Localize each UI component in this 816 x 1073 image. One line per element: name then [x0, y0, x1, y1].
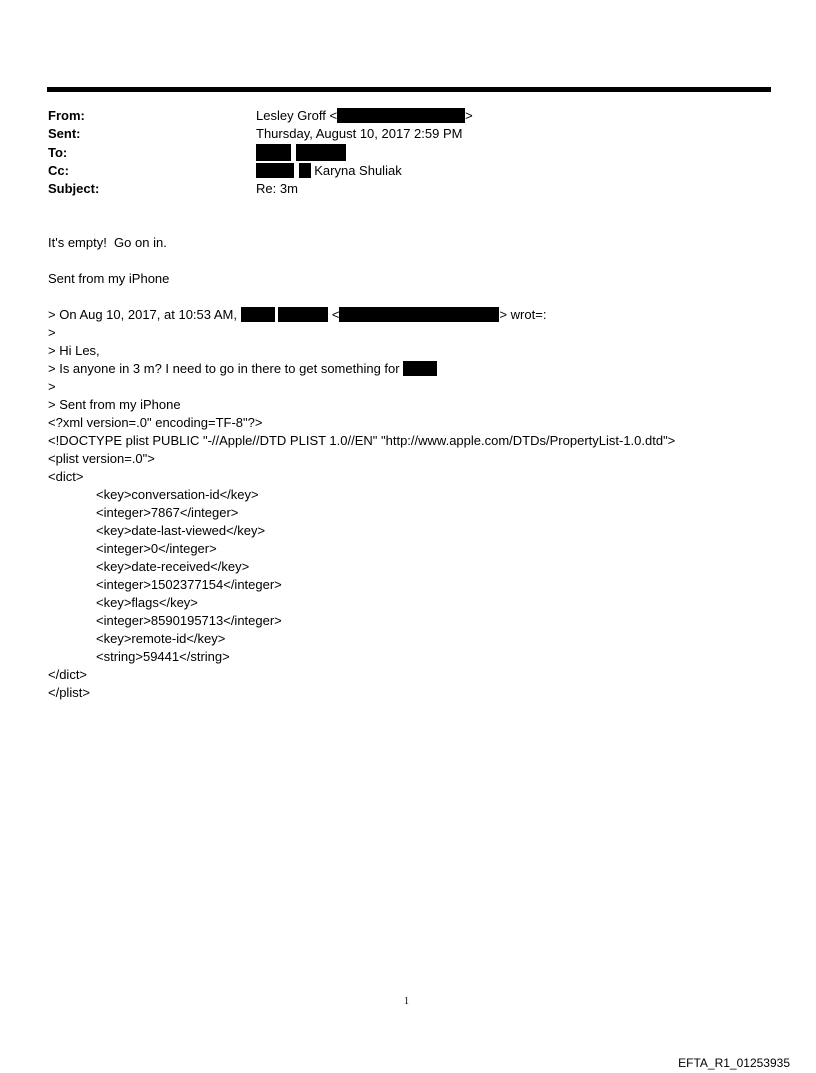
to-value	[256, 144, 346, 163]
cc-label: Cc:	[48, 163, 69, 178]
quote-on-lt: <	[328, 307, 340, 322]
cc-name: Karyna Shuliak	[314, 163, 402, 178]
cc-value	[256, 162, 402, 180]
from-close: >	[465, 108, 473, 123]
redaction-box	[278, 307, 328, 322]
redaction-box	[337, 108, 465, 123]
redaction-box	[256, 144, 291, 161]
subject-label: Subject:	[48, 181, 100, 196]
plist-close: </plist>	[48, 685, 90, 700]
plist-xml-decl: <?xml version=.0" encoding=TF-8"?>	[48, 415, 263, 430]
quote-line	[48, 360, 437, 378]
plist-entry: <integer>7867</integer>	[96, 505, 239, 520]
from-value	[256, 107, 473, 125]
redaction-box	[299, 163, 311, 178]
plist-entry: <integer>8590195713</integer>	[96, 613, 282, 628]
quote-line: >	[48, 325, 56, 340]
sent-label: Sent:	[48, 126, 81, 141]
from-label: From:	[48, 108, 85, 123]
dict-open: <dict>	[48, 469, 84, 484]
redaction-box	[403, 361, 437, 376]
plist-entry: <string>59441</string>	[96, 649, 230, 664]
subject-value: Re: 3m	[256, 181, 298, 196]
sent-value: Thursday, August 10, 2017 2:59 PM	[256, 126, 463, 141]
plist-entry: <integer>0</integer>	[96, 541, 217, 556]
plist-entry: <key>date-last-viewed</key>	[96, 523, 266, 538]
reply-text: It's empty! Go on in.	[48, 235, 167, 250]
quote-line: >	[48, 379, 56, 394]
plist-open: <plist version=.0">	[48, 451, 155, 466]
quote-line: > Sent from my iPhone	[48, 397, 181, 412]
to-label: To:	[48, 145, 68, 160]
signature-text: Sent from my iPhone	[48, 271, 170, 286]
from-name: Lesley Groff <	[256, 108, 338, 123]
plist-entry: <key>flags</key>	[96, 595, 198, 610]
header-rule	[47, 87, 771, 92]
document-id: EFTA_R1_01253935	[678, 1056, 790, 1070]
page-number: 1	[404, 996, 409, 1007]
quote-header-line	[48, 306, 546, 324]
redaction-box	[241, 307, 275, 322]
quote-line: > Hi Les,	[48, 343, 100, 358]
plist-entry: <key>conversation-id</key>	[96, 487, 259, 502]
redaction-box	[339, 307, 499, 322]
quote-on-prefix: > On Aug 10, 2017, at 10:53 AM,	[48, 307, 241, 322]
quote-on-suffix: > wrot=:	[499, 307, 547, 322]
redaction-box	[296, 144, 346, 161]
dict-close: </dict>	[48, 667, 88, 682]
plist-entry: <key>remote-id</key>	[96, 631, 226, 646]
quote-question: > Is anyone in 3 m? I need to go in there to get something for	[48, 361, 404, 376]
plist-entry: <key>date-received</key>	[96, 559, 250, 574]
plist-doctype: <!DOCTYPE plist PUBLIC "-//Apple//DTD PLIST 1.0//EN" "http://www.apple.com/DTDs/PropertyList-1.0.dtd">	[48, 433, 676, 448]
plist-entry: <integer>1502377154</integer>	[96, 577, 282, 592]
redaction-box	[256, 163, 294, 178]
